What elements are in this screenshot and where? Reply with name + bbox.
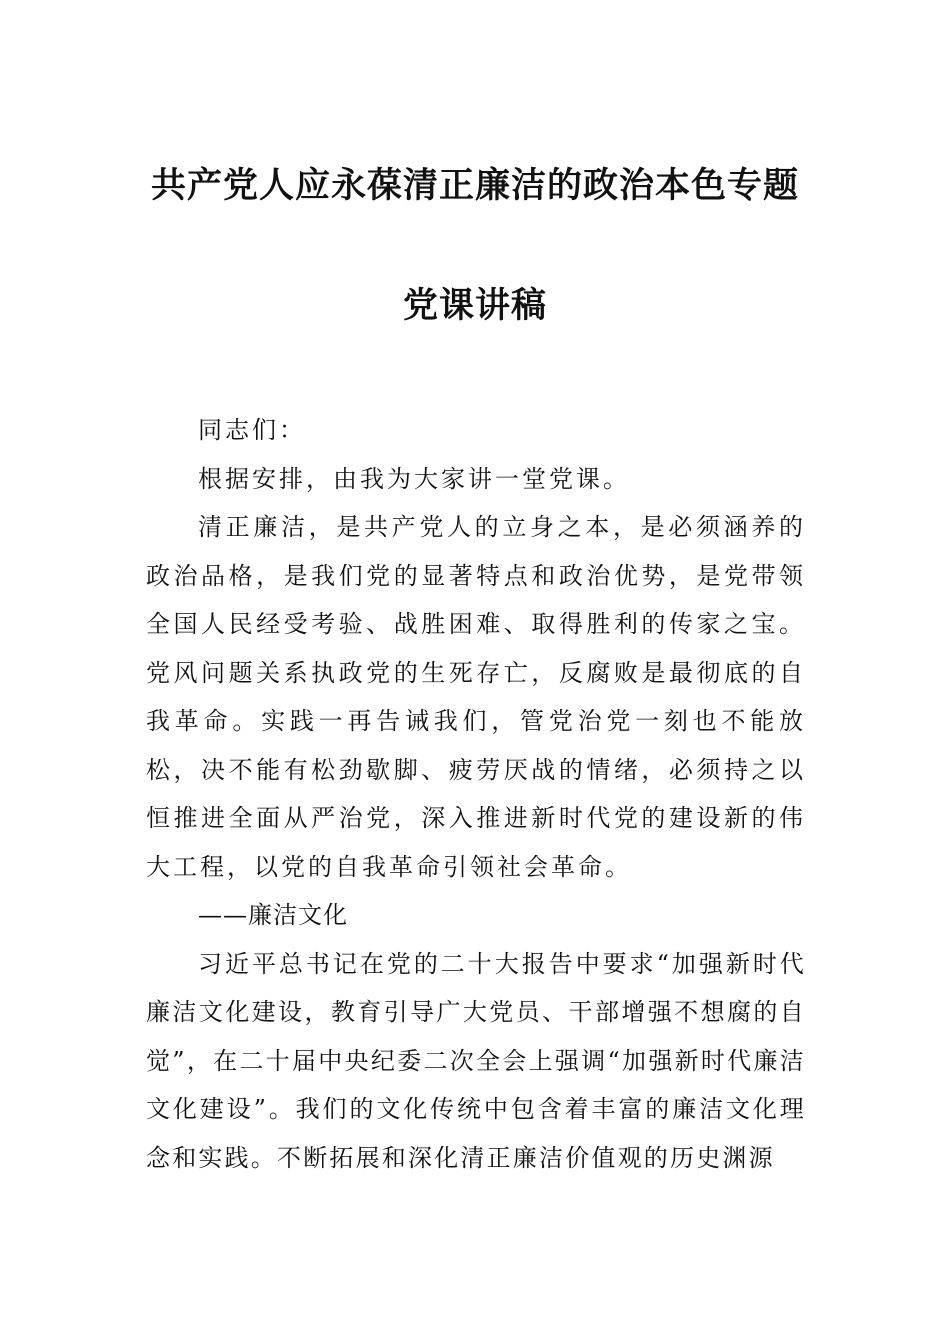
- paragraph: 根据安排，由我为大家讲一堂党课。: [198, 464, 630, 493]
- paragraph: 清正廉洁，是共产党人的立身之本，是必须涵养的政治品格，是我们党的显著特点和政治优势，是党带领全国人民经受考验、战胜困难、取得胜利的传家之宝。党风问题关系执政党的生死存亡，反腐败是最彻底的自我革命。实践一再告诫我们，管党治党一刻也不能放松，决不能有松劲歇脚、疲劳厌战的情绪，必须持之以恒推进全面从严治党，深入推进新时代党的建设新的伟大工程，以党的自我革命引领社会革命。: [146, 513, 806, 881]
- salutation: 同志们：: [198, 416, 306, 444]
- paragraph: 习近平总书记在党的二十大报告中要求“加强新时代廉洁文化建设，教育引导广大党员、干部增强不想腐的自觉”，在二十届中央纪委二次全会上强调“加强新时代廉洁文化建设”。我们的文化传统中包含着丰富的廉洁文化理念和实践。不断拓展和深化清正廉洁价值观的历史渊源: [146, 949, 806, 1172]
- section-heading: ——廉洁文化: [198, 901, 348, 929]
- document-title-line-2: 党课讲稿: [402, 286, 547, 326]
- document-body: [146, 406, 806, 1182]
- document-title-line-1: 共产党人应永葆清正廉洁的政治本色专题: [150, 166, 799, 206]
